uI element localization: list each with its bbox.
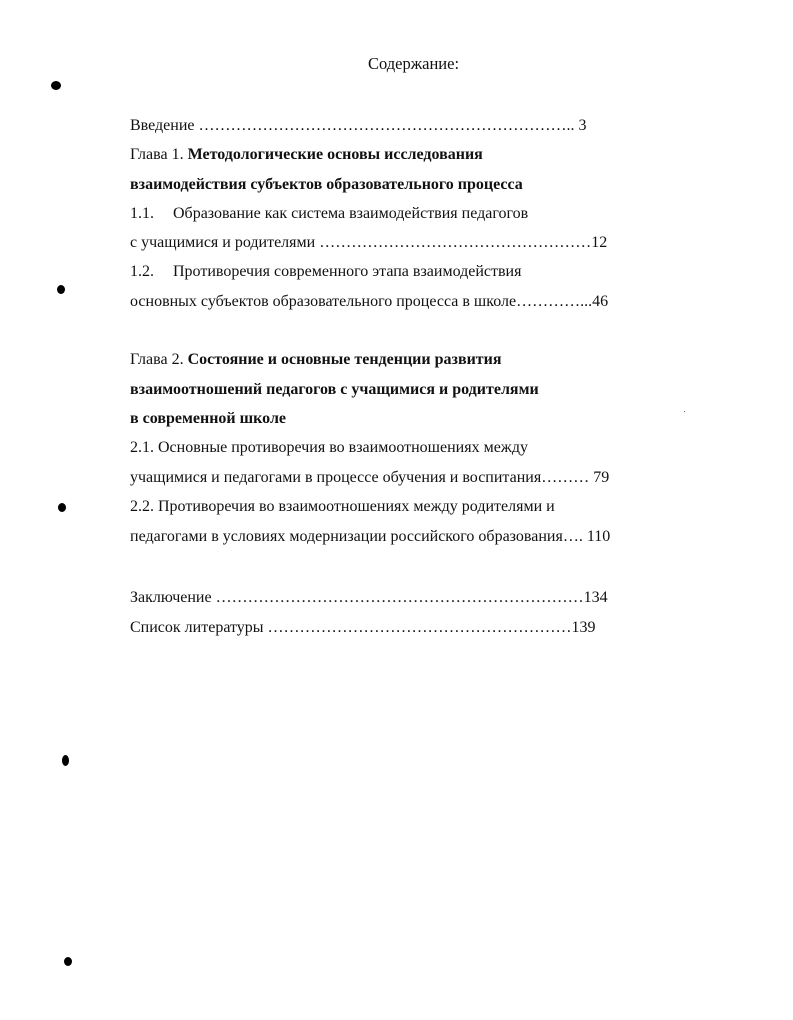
toc-entry-intro-label: Введение xyxy=(130,117,195,134)
toc-entry-references: Список литературы …………………………………………………139 xyxy=(130,619,596,636)
chapter-1-prefix: Глава 1. xyxy=(130,146,188,163)
section-1-1-line2: с учащимися и родителями ……………………………………………12 xyxy=(130,234,608,251)
toc-title: Содержание: xyxy=(368,54,460,73)
scan-hole-mark xyxy=(64,957,72,966)
scan-speck xyxy=(684,411,685,412)
chapter-1-title-part1: Методологические основы исследования xyxy=(187,146,483,163)
section-1-1-number: 1.1. xyxy=(130,205,154,222)
chapter-2-title-part1: Состояние и основные тенденции развития xyxy=(187,351,502,368)
section-1-1-title: Образование как система взаимодействия педагогов xyxy=(173,205,529,222)
chapter-1-title-part2: взаимодействия субъектов образовательного процесса xyxy=(130,176,523,193)
scan-hole-mark xyxy=(51,81,61,90)
chapter-2-heading-line3 xyxy=(130,409,286,429)
section-1-2-line1 xyxy=(130,262,521,282)
section-2-2-line2: педагогами в условиях модернизации российского образования…. 110 xyxy=(130,528,611,545)
scan-hole-mark xyxy=(57,285,65,294)
scan-hole-mark xyxy=(62,755,69,766)
section-1-1-line1 xyxy=(130,204,528,224)
scan-hole-mark xyxy=(58,503,66,512)
section-1-2-title: Противоречия современного этапа взаимодействия xyxy=(173,263,522,280)
section-2-1-line1: 2.1. Основные противоречия во взаимоотношениях между xyxy=(130,439,528,456)
section-1-2-line2: основных субъектов образовательного процесса в школе…………...46 xyxy=(130,293,609,310)
chapter-2-prefix: Глава 2. xyxy=(130,351,188,368)
toc-entry-conclusion: Заключение ……………………………………………………………134 xyxy=(130,589,608,606)
section-2-2-line1: 2.2. Противоречия во взаимоотношениях между родителями и xyxy=(130,498,555,515)
toc-entry-intro-page: 3 xyxy=(574,117,587,134)
section-2-1-line2: учащимися и педагогами в процессе обучения и воспитания……… 79 xyxy=(130,469,610,486)
chapter-1-heading-line2 xyxy=(130,175,523,195)
chapter-2-title-part3: в современной школе xyxy=(130,410,287,427)
chapter-1-heading-line1 xyxy=(130,145,483,165)
chapter-2-heading-line2 xyxy=(130,380,539,400)
toc-entry-intro-dots: …………………………………………………………….. xyxy=(198,117,575,134)
chapter-2-heading-line1 xyxy=(130,350,502,370)
section-1-2-number: 1.2. xyxy=(130,263,154,280)
chapter-2-title-part2: взаимоотношений педагогов с учащимися и родителями xyxy=(130,381,539,398)
toc-entry-intro xyxy=(130,116,587,136)
